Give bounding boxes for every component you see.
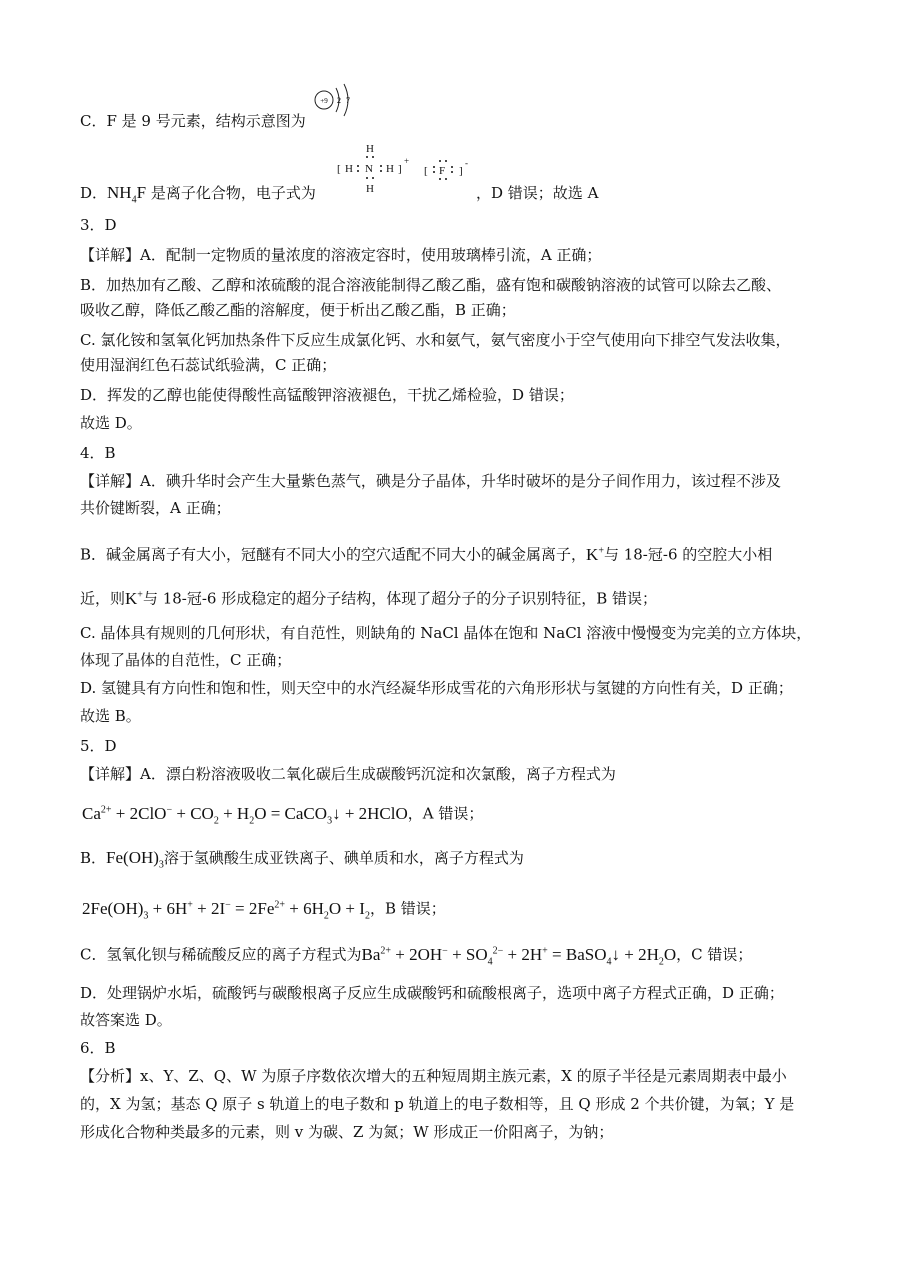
text-line-content: 6．B — [80, 1039, 116, 1057]
text-line-content: ，C 错误； — [676, 945, 753, 964]
ef-h-left: H — [345, 163, 353, 175]
text-line — [80, 498, 231, 518]
text-line-content: B． — [80, 849, 107, 867]
text-line-content: 与 18-冠-6 形成稳定的超分子结构，体现了超分子的分子识别特征，B 错误； — [142, 589, 658, 608]
text-line — [80, 275, 781, 295]
text-line — [80, 111, 306, 131]
text-line-content: C. 氯化铵和氢氧化钙加热条件下反应生成氯化钙、水和氨气，氨气密度小于空气使用向下排空气发法收集， — [80, 331, 791, 349]
ef-charge-plus: + — [404, 156, 410, 166]
text-line — [80, 355, 336, 375]
text-line — [80, 385, 574, 405]
text-line — [80, 650, 291, 670]
text-line-content: D．处理锅炉水垢，硫酸钙与碳酸根离子反应生成碳酸钙和硫酸根离子，选项中离子方程式正确，D 正确； — [80, 984, 784, 1002]
text-line-content: ，B 错误； — [369, 899, 446, 918]
text-line — [80, 413, 142, 433]
text-line-content: 与 18-冠-6 的空腔大小相 — [603, 545, 773, 564]
text-line-content: D． — [80, 184, 108, 202]
text-line — [80, 736, 117, 756]
equation-b: $2Fe(OH)_3 + 6H^+ + 2I^- = 2Fe^{2+} + 6H_2O + I_2$ — [82, 898, 370, 922]
text-line-content: ，A 错误； — [407, 804, 484, 823]
text-line-content: C. 晶体具有规则的几何形状，有自范性，则缺角的 NaCl 晶体在饱和 NaCl 溶液中慢慢变为完美的立方体块， — [80, 624, 812, 642]
text-line-content: 【详解】A．漂白粉溶液吸收二氧化碳后生成碳酸钙沉淀和次氯酸，离子方程式为 — [80, 765, 616, 783]
text-line — [80, 941, 752, 972]
text-line — [80, 585, 657, 609]
ef-charge-minus: - — [465, 158, 468, 168]
equation-c: $Ba^{2+} + 2OH^- + SO_4^{2-} + 2H^+$ = BaSO$_4$↓ + $2H_2O$ — [361, 944, 677, 968]
text-line-content: 【分析】x、Y、Z、Q、W 为原子序数依次增大的五种短周期主族元素，X 的原子半径是元素周期表中最小 — [80, 1067, 787, 1085]
text-line-content: B．加热加有乙酸、乙醇和浓硫酸的混合溶液能制得乙酸乙酯，盛有饱和碳酸钠溶液的试管可以除去乙酸、 — [80, 276, 782, 294]
text-line-content: 的，X 为氢；基态 Q 原子 s 轨道上的电子数和 p 轨道上的电子数相等，且 Q 形成 2 个共价键，为氧；Y 是 — [80, 1095, 795, 1113]
ef-n: N — [365, 163, 373, 175]
text-line-content: 【详解】A．配制一定物质的量浓度的溶液定容时，使用玻璃棒引流，A 正确； — [80, 246, 602, 264]
text-line — [80, 983, 784, 1003]
text-line-content: 故选 D。 — [80, 414, 142, 432]
formula-k-plus: K+ — [125, 588, 143, 608]
text-line — [80, 471, 781, 491]
text-line — [80, 541, 772, 565]
atom-shell1-label: 2 — [337, 96, 341, 105]
ef-bracket-left-2: [ — [424, 165, 428, 177]
text-line — [80, 1038, 116, 1058]
ef-f: F — [439, 165, 446, 177]
ef-bracket-right-2: ] — [459, 165, 463, 177]
text-line — [80, 1094, 794, 1114]
text-line-content: 形成化合物种类最多的元素，则 v 为碳、Z 为氮；W 形成正一价阳离子，为钠； — [80, 1123, 614, 1141]
text-line — [82, 895, 446, 926]
text-line — [80, 1066, 787, 1086]
text-line — [80, 443, 116, 463]
text-line-content: ，D 错误；故选 A — [476, 184, 599, 202]
text-line — [82, 800, 483, 831]
ef-h-right: H — [386, 163, 394, 175]
text-line-content: 吸收乙醇，降低乙酸乙酯的溶解度，便于析出乙酸乙酯，B 正确； — [80, 301, 516, 319]
text-line — [80, 183, 316, 210]
text-line-content: B．碱金属离子有大小，冠醚有不同大小的空穴适配不同大小的碱金属离子， — [80, 545, 587, 564]
formula-fe-oh-3: $Fe(OH)_3$ — [106, 848, 164, 871]
text-line-content: 4．B — [80, 444, 116, 462]
text-line-content: D．挥发的乙醇也能使得酸性高锰酸钾溶液褪色，干扰乙烯检验，D 错误； — [80, 386, 574, 404]
ef-h-top: H — [366, 143, 374, 155]
text-line — [80, 848, 524, 875]
text-line-content: C．氢氧化钡与稀硫酸反应的离子方程式为 — [80, 945, 362, 964]
equation-a: $Ca^{2+} + 2ClO^- + CO_2 + H_2O$ = CaCO$_3$↓ + 2HClO — [82, 803, 408, 827]
text-line-content: 故选 B。 — [80, 707, 141, 725]
text-line — [476, 183, 598, 203]
text-line-content: 体现了晶体的自范性，C 正确； — [80, 651, 292, 669]
text-line-content: 故答案选 D。 — [80, 1011, 172, 1029]
formula-nh4f: $NH_4F$ — [107, 183, 147, 206]
text-line-content: 5．D — [80, 737, 117, 755]
atom-nucleus-label: +9 — [320, 97, 328, 105]
text-line — [80, 215, 117, 235]
text-line-content: 共价键断裂，A 正确； — [80, 499, 231, 517]
atom-shell2-label: 7 — [346, 96, 350, 105]
text-line-content: C．F 是 9 号元素，结构示意图为 — [80, 112, 306, 130]
nh4f-electron-formula — [334, 140, 484, 196]
formula-k-plus: K+ — [586, 544, 604, 564]
text-line-content: 近，则 — [80, 589, 126, 608]
text-line — [80, 245, 601, 265]
text-line-content: 【详解】A．碘升华时会产生大量紫色蒸气，碘是分子晶体，升华时破坏的是分子间作用力，该过程不涉及 — [80, 472, 781, 490]
text-line-content: D. 氢键具有方向性和饱和性，则天空中的水汽经凝华形成雪花的六角形形状与氢键的方向性有关，D 正确； — [80, 679, 793, 697]
ef-h-bottom: H — [366, 183, 374, 195]
text-line — [80, 678, 793, 698]
text-line — [80, 330, 790, 350]
ef-bracket-left: [ — [337, 163, 341, 175]
text-line-content: 3．D — [80, 216, 117, 234]
text-line — [80, 1122, 613, 1142]
text-line — [80, 623, 811, 643]
text-line — [80, 706, 141, 726]
text-line — [80, 1010, 172, 1030]
ef-bracket-right: ] — [398, 163, 402, 175]
text-line-content: 溶于氢碘酸生成亚铁离子、碘单质和水，离子方程式为 — [163, 849, 524, 867]
fluorine-atom-structure-diagram — [312, 82, 360, 124]
text-line-content: 是离子化合物，电子式为 — [150, 184, 316, 202]
text-line — [80, 300, 516, 320]
text-line-content: 使用湿润红色石蕊试纸验满，C 正确； — [80, 356, 337, 374]
text-line — [80, 764, 616, 784]
